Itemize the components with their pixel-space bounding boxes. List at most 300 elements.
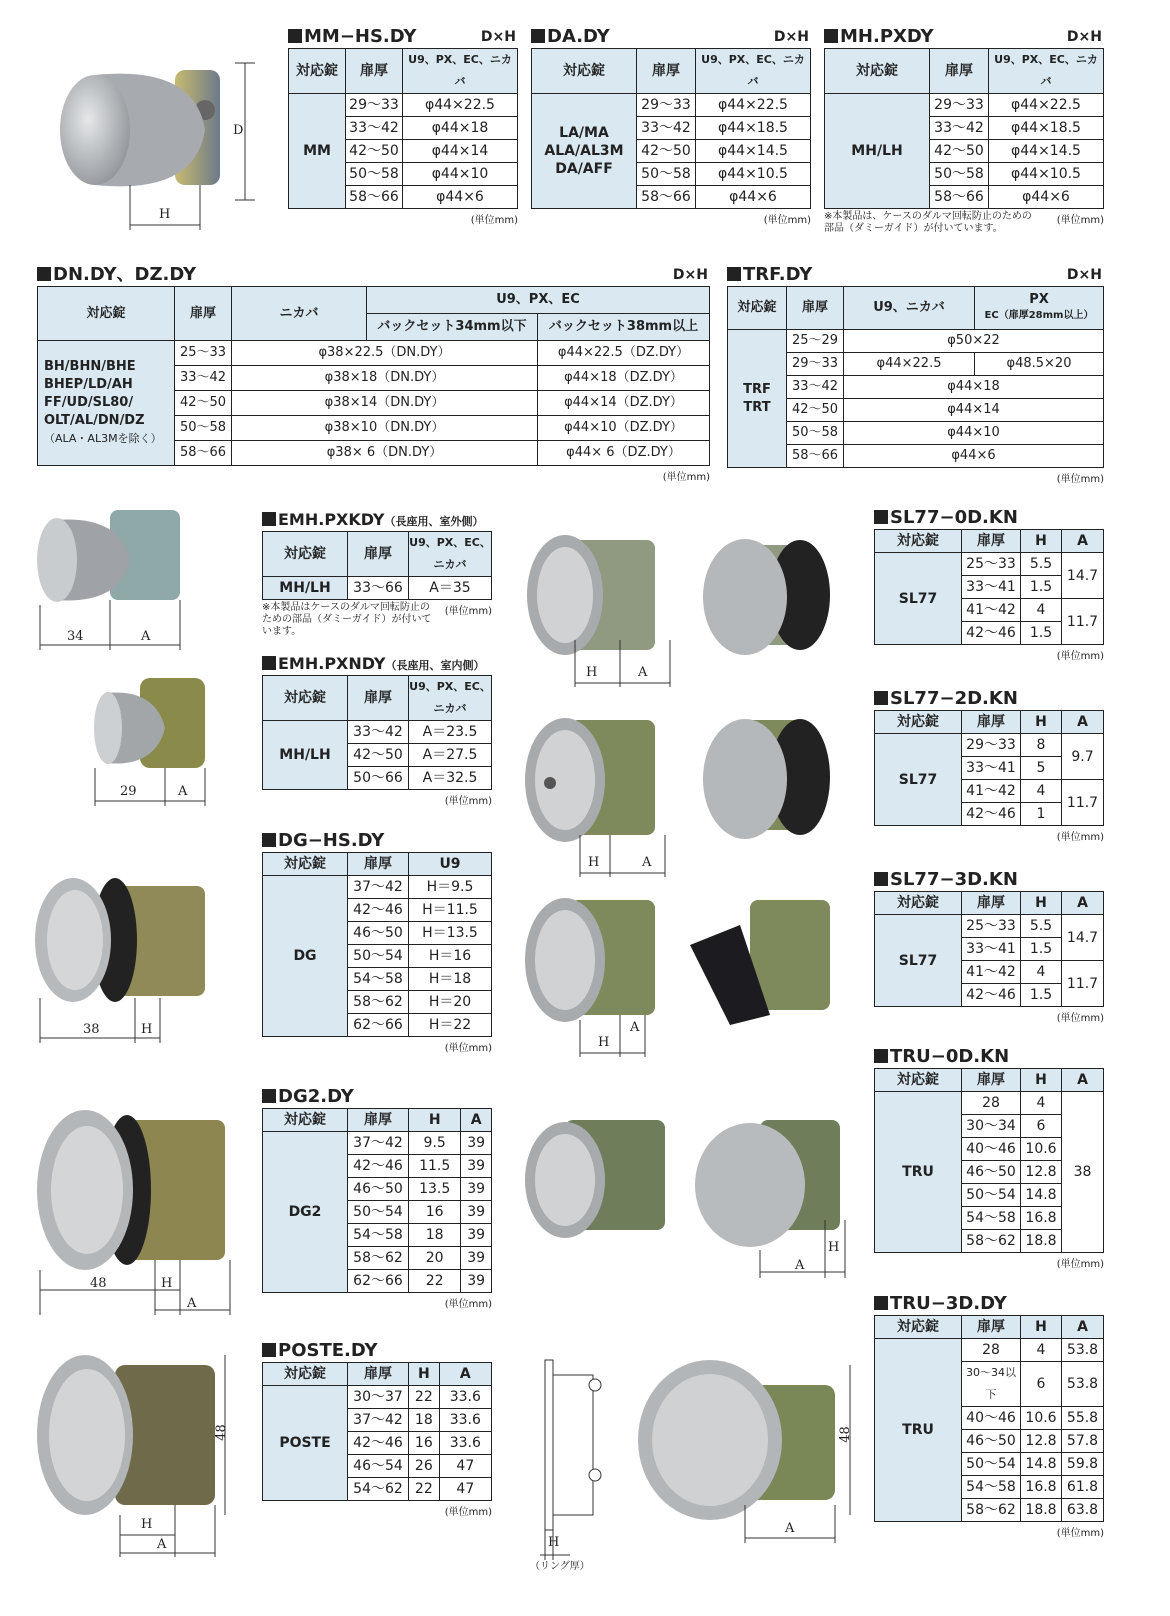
cell: 20 [409, 1247, 461, 1270]
col-header: U9、PX、EC、ニカバ [696, 49, 811, 94]
cell: H＝22 [409, 1014, 492, 1037]
cell: 38 [1062, 1092, 1104, 1253]
cell: 33〜42 [930, 117, 989, 140]
col-header: 対応錠 [263, 1363, 348, 1386]
cell: 53.8 [1062, 1339, 1104, 1362]
section-subtitle: （長座用、室内側） [385, 659, 485, 672]
cell: 57.8 [1062, 1430, 1104, 1453]
dim-h-label: H [161, 1276, 173, 1291]
cell: 14.7 [1062, 553, 1104, 599]
section-title: DA.DY [547, 26, 610, 47]
section-title: TRU−0D.KN [890, 1046, 1010, 1067]
cell: 33〜41 [962, 938, 1021, 961]
col-header: H [1021, 892, 1062, 915]
col-header: 扉厚 [348, 1109, 409, 1132]
dg2-cylinder-photo [35, 1100, 245, 1320]
cell: 42〜50 [637, 140, 696, 163]
spec-table [262, 1108, 492, 1293]
section-subtitle: （長座用、室外側） [384, 515, 484, 528]
col-header: ニカバ [232, 287, 367, 341]
cell: 40〜46 [962, 1138, 1021, 1161]
cell: 39 [461, 1201, 492, 1224]
cell: 25〜29 [787, 330, 844, 353]
cell: φ44×22.5（DZ.DY） [538, 341, 710, 366]
cell: 5 [1021, 757, 1062, 780]
cell: 39 [461, 1155, 492, 1178]
section-title: SL77−3D.KN [890, 869, 1018, 890]
bullet-square [874, 872, 888, 886]
tru-3d-cylinder-photo [635, 1355, 865, 1545]
cell: 46〜50 [962, 1161, 1021, 1184]
cell: 33〜41 [962, 576, 1021, 599]
cell: φ50×22 [844, 330, 1104, 353]
lock-cell: SL77 [875, 734, 962, 826]
dim-h-label: H [588, 855, 600, 870]
col-header: 扉厚 [962, 1316, 1021, 1339]
lock-cell: MH/LH [263, 577, 348, 600]
cell: 33〜42 [787, 376, 844, 399]
col-header: 対応錠 [263, 532, 348, 577]
dim-h-label: H [159, 207, 171, 222]
cell: 39 [461, 1224, 492, 1247]
cell: 13.5 [409, 1178, 461, 1201]
cell: 41〜42 [962, 599, 1021, 622]
cell: 33〜66 [348, 577, 409, 600]
emhn-cylinder-photo [90, 668, 220, 808]
spec-table [874, 529, 1104, 645]
col-header: 扉厚 [962, 530, 1021, 553]
cell: 14.8 [1021, 1453, 1062, 1476]
dim-38-label: 38 [83, 1022, 100, 1037]
col-header: A [439, 1363, 491, 1386]
lock-cell: SL77 [875, 915, 962, 1007]
cell: 9.5 [409, 1132, 461, 1155]
mh-section [824, 26, 1104, 235]
dxh-label: D×H [480, 29, 516, 45]
lock-cell: TRU [875, 1339, 962, 1522]
cell: A＝35 [409, 577, 492, 600]
cell: 29〜33 [637, 94, 696, 117]
cell: 11.5 [409, 1155, 461, 1178]
cell: 50〜54 [962, 1184, 1021, 1207]
cell: φ44×18.5 [989, 117, 1104, 140]
dg2-section [262, 1086, 492, 1310]
cell: 42〜46 [348, 1155, 409, 1178]
cell: 4 [1021, 1339, 1062, 1362]
dim-48-label: 48 [90, 1276, 107, 1291]
cell: 54〜58 [348, 968, 409, 991]
lock-cell: LA/MA ALA/AL3M DA/AFF [532, 94, 637, 209]
col-header: H [1021, 1316, 1062, 1339]
cell: 1.5 [1021, 576, 1062, 599]
cell: φ44×22.5 [403, 94, 518, 117]
spec-table [727, 286, 1104, 468]
da-section [531, 26, 811, 226]
mmhs-cylinder-photo [55, 55, 265, 240]
unit-label: (単位mm) [1056, 215, 1104, 226]
section-title: DG2.DY [278, 1086, 354, 1107]
cell: 62〜66 [348, 1014, 409, 1037]
lock-cell: DG2 [263, 1132, 348, 1293]
cell: 16 [409, 1201, 461, 1224]
col-header: H [409, 1363, 440, 1386]
unit-label: (単位mm) [444, 1507, 492, 1518]
cell: 18.8 [1021, 1499, 1062, 1522]
dim-a-label: A [795, 1258, 805, 1273]
dim-a-label: A [187, 1296, 197, 1311]
cell: φ44×18 [844, 376, 1104, 399]
cell: 58〜66 [787, 445, 844, 468]
lock-cell: TRF TRT [728, 330, 787, 468]
cell: 42〜46 [962, 803, 1021, 826]
col-header: U9、PX、EC、ニカバ [403, 49, 518, 94]
cell: φ44×6 [696, 186, 811, 209]
footnote: ※本製品はケースのダルマ回転防止のための部品（ダミーガイド）が付いています。 [262, 602, 432, 637]
cell: 42〜50 [348, 744, 409, 767]
cell: 42〜50 [930, 140, 989, 163]
cell: 18 [409, 1224, 461, 1247]
ring-thickness-label: （リング厚） [530, 1561, 590, 1572]
cell: 54〜58 [962, 1207, 1021, 1230]
lock-cell: MH/LH [825, 94, 930, 209]
col-header: 対応錠 [875, 892, 962, 915]
col-header: 対応錠 [875, 711, 962, 734]
cell: 42〜50 [787, 399, 844, 422]
spec-table [262, 1362, 492, 1501]
dxh-label: D×H [773, 29, 809, 45]
cell: 41〜42 [962, 780, 1021, 803]
cell: 37〜42 [348, 1409, 409, 1432]
bullet-square [262, 512, 276, 526]
dim-a-label: A [638, 665, 648, 680]
cell: φ44×10 [844, 422, 1104, 445]
cell: 50〜58 [930, 163, 989, 186]
cell: 40〜46 [962, 1407, 1021, 1430]
cell: 53.8 [1062, 1362, 1104, 1407]
dim-48-label: 48 [213, 1424, 229, 1441]
col-header: A [1062, 1316, 1104, 1339]
col-header: U9 [409, 853, 492, 876]
cell: 39 [461, 1247, 492, 1270]
bullet-square [262, 1343, 276, 1357]
unit-label: (単位mm) [1056, 651, 1104, 662]
cell: 58〜62 [962, 1230, 1021, 1253]
col-header: 扉厚 [348, 1363, 409, 1386]
cell: φ38×18（DN.DY） [232, 366, 538, 391]
cell: 11.7 [1062, 961, 1104, 1007]
cell: φ44×18.5 [696, 117, 811, 140]
col-header: H [1021, 530, 1062, 553]
cell: A＝23.5 [409, 721, 492, 744]
cell: 18 [409, 1409, 440, 1432]
bullet-square [874, 1049, 888, 1063]
cell: 4 [1021, 599, 1062, 622]
cell: φ44×6 [403, 186, 518, 209]
bullet-square [288, 29, 302, 43]
cell: 33.6 [439, 1409, 491, 1432]
col-header: 扉厚 [962, 1069, 1021, 1092]
col-header: 対応錠 [38, 287, 175, 341]
lock-cell: TRU [875, 1092, 962, 1253]
col-header: 対応錠 [263, 676, 348, 721]
col-header: 対応錠 [263, 853, 348, 876]
cell: 50〜54 [962, 1453, 1021, 1476]
spec-table [824, 48, 1104, 209]
cell: 33〜42 [348, 721, 409, 744]
emhk-section [262, 509, 492, 638]
cell: 16.8 [1021, 1207, 1062, 1230]
dim-a-label: A [157, 1537, 167, 1552]
cell: 30〜34 [962, 1115, 1021, 1138]
cell: φ44×14.5 [989, 140, 1104, 163]
col-header: 扉厚 [787, 287, 844, 330]
cell: 50〜58 [637, 163, 696, 186]
cell: φ44×6 [844, 445, 1104, 468]
cell: φ44×22.5 [696, 94, 811, 117]
cell: φ48.5×20 [975, 353, 1104, 376]
cell: φ44×22.5 [989, 94, 1104, 117]
cell: φ44×18 [403, 117, 518, 140]
dim-h-label: H [141, 1517, 153, 1532]
sl77-2d-photos [520, 705, 860, 880]
dim-48-label: 48 [837, 1426, 853, 1443]
cell: 25〜33 [962, 553, 1021, 576]
bullet-square [262, 656, 276, 670]
section-title: EMH.PXNDY [278, 654, 386, 673]
cell: 12.8 [1021, 1430, 1062, 1453]
cell: 54〜58 [962, 1476, 1021, 1499]
cell: 58〜66 [346, 186, 403, 209]
cell: 50〜58 [175, 416, 232, 441]
col-header: 扉厚 [175, 287, 232, 341]
cell: 28 [962, 1339, 1021, 1362]
cell: φ38× 6（DN.DY） [232, 441, 538, 466]
cell: φ38×10（DN.DY） [232, 416, 538, 441]
col-header: A [1062, 892, 1104, 915]
col-header: H [1021, 711, 1062, 734]
cell: 46〜50 [962, 1430, 1021, 1453]
cell: A＝32.5 [409, 767, 492, 790]
col-header: バックセット38mm以上 [538, 314, 710, 341]
cell: 28 [962, 1092, 1021, 1115]
unit-label: (単位mm) [444, 1299, 492, 1310]
col-header: 対応錠 [875, 1069, 962, 1092]
dim-a-label: A [642, 855, 652, 870]
cell: 22 [409, 1270, 461, 1293]
cell: H＝16 [409, 945, 492, 968]
cell: 42〜46 [348, 899, 409, 922]
dim-a-label: A [178, 784, 188, 799]
cell: 42〜46 [348, 1432, 409, 1455]
col-header: U9、PX、EC、ニカバ [409, 676, 492, 721]
cell: φ44×10 [403, 163, 518, 186]
col-header: H [1021, 1069, 1062, 1092]
unit-label: (単位mm) [1056, 832, 1104, 843]
cell: 50〜58 [787, 422, 844, 445]
cell: 29〜33 [930, 94, 989, 117]
cell: 62〜66 [348, 1270, 409, 1293]
dxh-label: D×H [1066, 267, 1102, 283]
cell: 54〜58 [348, 1224, 409, 1247]
cell: 33〜42 [175, 366, 232, 391]
bullet-square [874, 510, 888, 524]
tru-0d-photos [520, 1100, 865, 1280]
tru0-section [874, 1046, 1104, 1270]
cell: 58〜62 [962, 1499, 1021, 1522]
lock-cell: BH/BHN/BHE BHEP/LD/AH FF/UD/SL80/ OLT/AL/DN/DZ （ALA・AL3Mを除く） [38, 341, 175, 466]
col-header: U9、PX、EC [367, 287, 710, 314]
dim-h-label: H [598, 1035, 610, 1050]
dim-h-label: H [141, 1022, 153, 1037]
col-header: 扉厚 [348, 532, 409, 577]
cell: φ44×10.5 [989, 163, 1104, 186]
cell: 39 [461, 1270, 492, 1293]
cell: 37〜42 [348, 876, 409, 899]
cell: 18.8 [1021, 1230, 1062, 1253]
spec-table [874, 1068, 1104, 1253]
sl77-3d-photos [520, 885, 860, 1060]
section-title: MM−HS.DY [304, 26, 417, 47]
col-header: 対応錠 [532, 49, 637, 94]
sl77-0d-photos [520, 525, 860, 690]
bullet-square [37, 267, 51, 281]
cell: 4 [1021, 1092, 1062, 1115]
col-header: 扉厚 [348, 853, 409, 876]
cell: 58〜62 [348, 1247, 409, 1270]
col-header: A [1062, 530, 1104, 553]
cell: 39 [461, 1178, 492, 1201]
col-header: バックセット34mm以下 [367, 314, 538, 341]
cell: 33〜42 [346, 117, 403, 140]
cell: H＝13.5 [409, 922, 492, 945]
lock-cell: MH/LH [263, 721, 348, 790]
bullet-square [531, 29, 545, 43]
cell: φ44×18（DZ.DY） [538, 366, 710, 391]
cell: 11.7 [1062, 599, 1104, 645]
cell: 37〜42 [348, 1132, 409, 1155]
cell: 11.7 [1062, 780, 1104, 826]
cell: A＝27.5 [409, 744, 492, 767]
cell: 42〜46 [962, 984, 1021, 1007]
unit-label: (単位mm) [444, 796, 492, 807]
bullet-square [727, 267, 741, 281]
cell: 25〜33 [175, 341, 232, 366]
cell: H＝11.5 [409, 899, 492, 922]
col-header: U9、PX、EC、ニカバ [989, 49, 1104, 94]
col-header: PX EC（扉厚28mm以上） [975, 287, 1104, 330]
section-title: DN.DY、DZ.DY [53, 264, 197, 285]
bullet-square [874, 1296, 888, 1310]
cell: 29〜33 [962, 734, 1021, 757]
spec-table [874, 710, 1104, 826]
cell: 59.8 [1062, 1453, 1104, 1476]
cell: 29〜33 [787, 353, 844, 376]
dghs-cylinder-photo [35, 868, 215, 1048]
dim-h-label: H [548, 1535, 560, 1550]
dim-34-label: 34 [67, 629, 84, 644]
spec-table [262, 531, 492, 600]
cell: 14.7 [1062, 915, 1104, 961]
cell: 58〜62 [348, 991, 409, 1014]
footnote: ※本製品は、ケースのダルマ回転防止のための部品（ダミーガイド）が付いています。 [824, 211, 1032, 234]
cell: φ44× 6（DZ.DY） [538, 441, 710, 466]
cell: 5.5 [1021, 915, 1062, 938]
cell: 58〜66 [637, 186, 696, 209]
col-header: 扉厚 [962, 892, 1021, 915]
cell: φ44×6 [989, 186, 1104, 209]
emhk-cylinder-photo [35, 495, 195, 655]
cell: φ44×14 [844, 399, 1104, 422]
cell: 5.5 [1021, 553, 1062, 576]
cell: φ44×22.5 [844, 353, 975, 376]
dim-h-label: H [828, 1240, 840, 1255]
cell: 16.8 [1021, 1476, 1062, 1499]
cell: 46〜50 [348, 1178, 409, 1201]
unit-label: (単位mm) [1056, 1259, 1104, 1270]
cell: 25〜33 [962, 915, 1021, 938]
col-header: U9、ニカバ [844, 287, 975, 330]
col-header: A [1062, 711, 1104, 734]
unit-label: (単位mm) [470, 215, 518, 226]
cell: 50〜58 [346, 163, 403, 186]
cell: 41〜42 [962, 961, 1021, 984]
cell: 12.8 [1021, 1161, 1062, 1184]
cell: 46〜54 [348, 1455, 409, 1478]
trf-section [727, 264, 1104, 485]
col-header: U9、PX、EC、ニカバ [409, 532, 492, 577]
cell: φ44×14.5 [696, 140, 811, 163]
section-title: POSTE.DY [278, 1340, 378, 1361]
cell: φ38×22.5（DN.DY） [232, 341, 538, 366]
section-title: SL77−0D.KN [890, 507, 1018, 528]
tru3-section [874, 1293, 1104, 1539]
cell: 47 [439, 1455, 491, 1478]
unit-label: (単位mm) [763, 215, 811, 226]
col-header: 対応錠 [289, 49, 346, 94]
cell: 22 [409, 1386, 440, 1409]
cell: 6 [1021, 1362, 1062, 1407]
dim-d-label: D [233, 123, 244, 138]
section-title: EMH.PXKDY [278, 510, 385, 529]
cell: 4 [1021, 961, 1062, 984]
cell: H＝20 [409, 991, 492, 1014]
col-header: 扉厚 [930, 49, 989, 94]
cell: 1.5 [1021, 984, 1062, 1007]
cell: 1 [1021, 803, 1062, 826]
cell: 22 [409, 1478, 440, 1501]
col-header: H [409, 1109, 461, 1132]
cell: φ44×10（DZ.DY） [538, 416, 710, 441]
sl0-section [874, 507, 1104, 662]
unit-label: (単位mm) [1056, 1013, 1104, 1024]
cell: 16 [409, 1432, 440, 1455]
cell: 30〜37 [348, 1386, 409, 1409]
mmhs-section [288, 26, 518, 226]
section-title: SL77−2D.KN [890, 688, 1018, 709]
cell: 47 [439, 1478, 491, 1501]
col-header: 扉厚 [962, 711, 1021, 734]
unit-label: (単位mm) [662, 472, 710, 483]
poste-cylinder-photo [35, 1345, 245, 1560]
emhn-section [262, 653, 492, 807]
section-title: TRF.DY [743, 264, 813, 285]
cell: 33.6 [439, 1386, 491, 1409]
bullet-square [262, 1089, 276, 1103]
cell: 54〜62 [348, 1478, 409, 1501]
unit-label: (単位mm) [1056, 1528, 1104, 1539]
cell: φ44×14（DZ.DY） [538, 391, 710, 416]
cell: 58〜66 [175, 441, 232, 466]
